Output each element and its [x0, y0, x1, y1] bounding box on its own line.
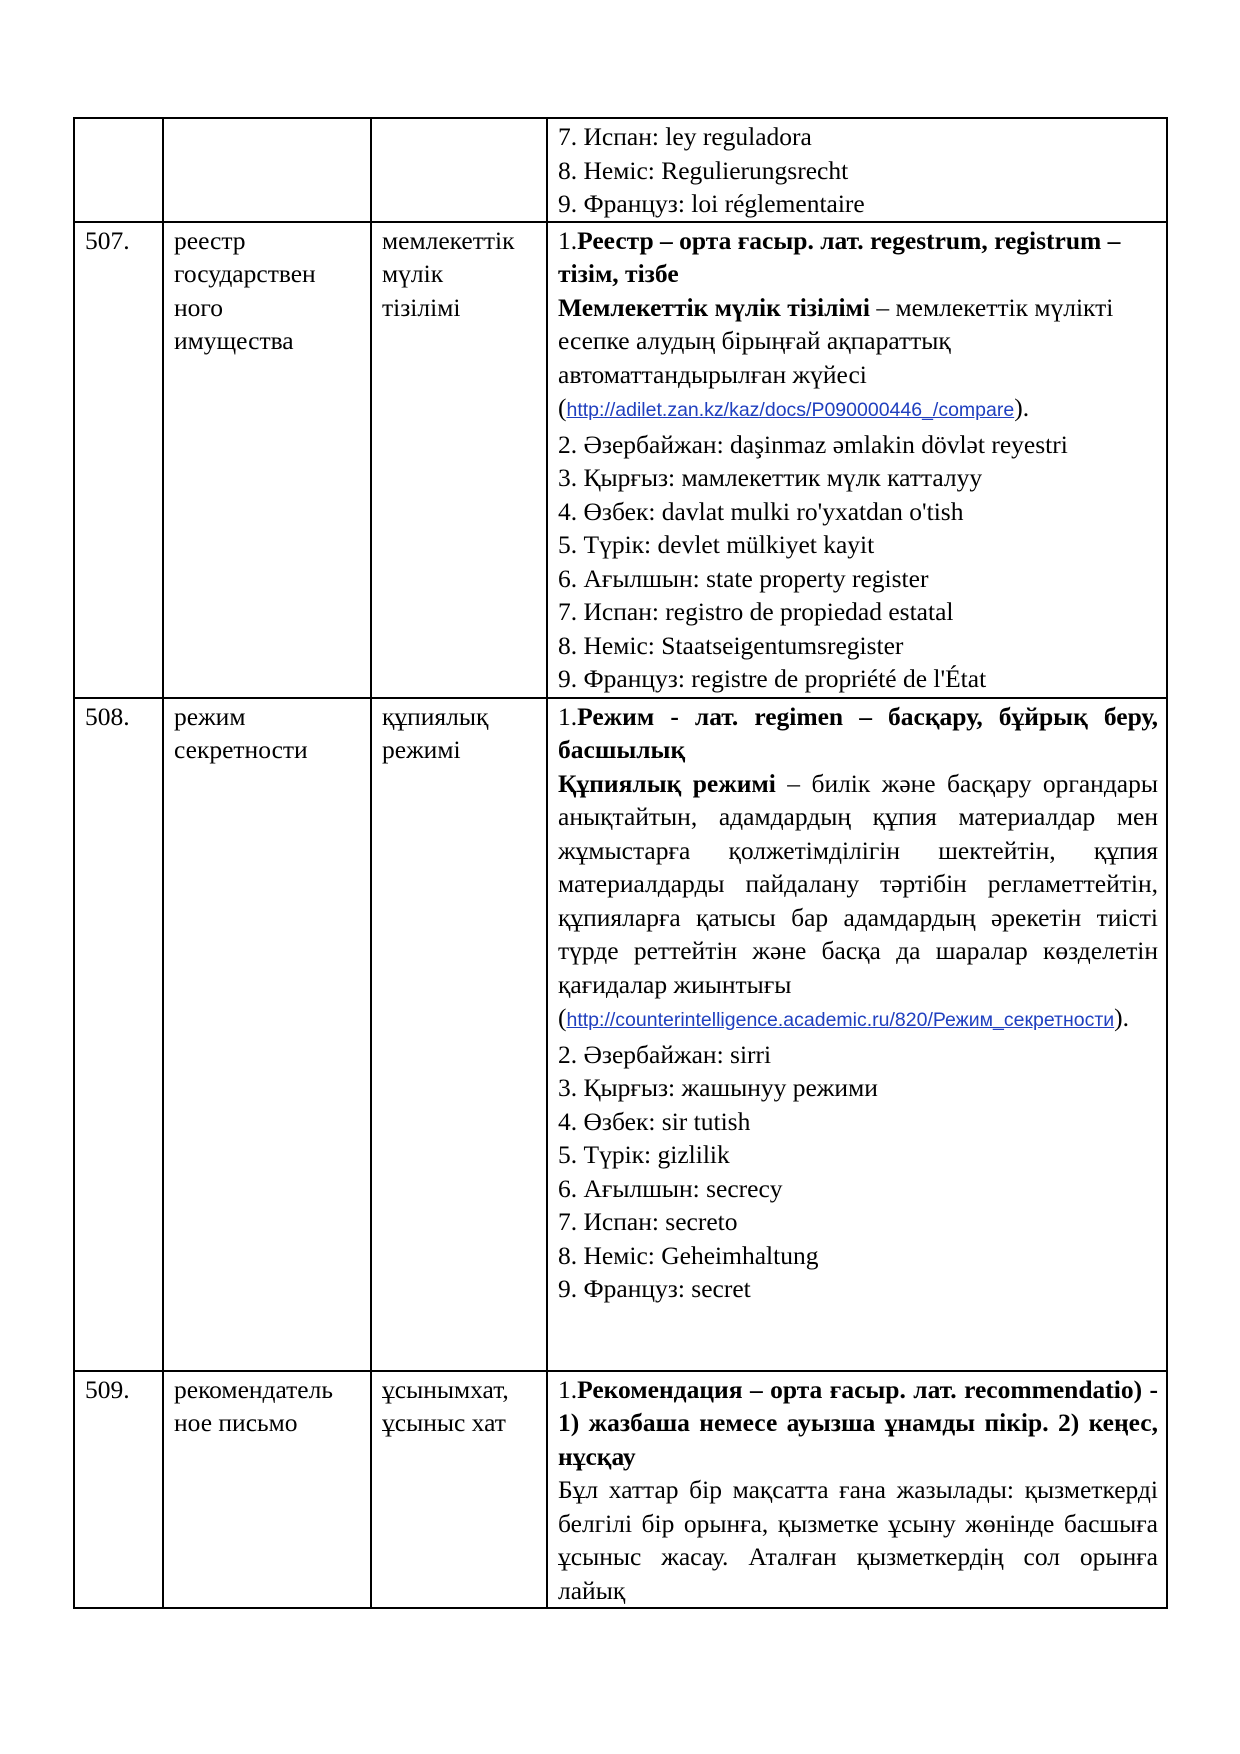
kazakh-term-cell	[371, 698, 547, 1371]
source-line: (http://adilet.zan.kz/kaz/docs/P090000446_/compare).	[558, 393, 1030, 422]
translation-line: 4. Өзбек: sir tutish	[558, 1106, 751, 1136]
table-row-508	[74, 698, 1167, 1371]
entry-number: 507.	[74, 222, 163, 698]
kazakh-term-line: режимі	[382, 735, 461, 764]
entry-number: 508.	[74, 698, 163, 1371]
russian-term-line: имущества	[174, 326, 294, 355]
source-link[interactable]: http://adilet.zan.kz/kaz/docs/P090000446_/compare	[566, 399, 1015, 421]
definition-cell	[547, 222, 1167, 698]
translation-line: 3. Қырғыз: жашынуу режими	[558, 1073, 878, 1102]
defined-term: Мемлекеттік мүлік тізілімі	[558, 292, 870, 322]
etymology-number: 1.	[558, 1374, 578, 1404]
etymology	[558, 1373, 1158, 1474]
russian-term-line: ное письмо	[174, 1408, 298, 1437]
translation-line: 7. Испан: registro de propiedad estatal	[558, 597, 954, 626]
source-line: (http://counterintelligence.academic.ru/820/Режим_секретности).	[558, 1003, 1130, 1032]
definition-text: – мемлекеттік мүлікті есепке алудың бірыңғай ақпараттық автоматтандырылған жүйесі	[558, 292, 1114, 389]
russian-term-line: рекомендатель	[174, 1374, 333, 1404]
glossary-table	[73, 117, 1168, 1609]
kazakh-term-cell	[371, 222, 547, 698]
translation-line: 6. Ағылшын: secrecy	[558, 1173, 783, 1203]
translation-line: 6. Ағылшын: state property register	[558, 563, 929, 593]
translation-line: 8. Неміс: Staatseigentumsregister	[558, 630, 904, 660]
translation-line: 9. Француз: registre de propriété de l'État	[558, 664, 987, 693]
entry-number-cell	[74, 118, 163, 222]
etymology-text: Рекомендация – орта ғасыр. лат. recommendatio) - 1) жазбаша немесе ауызша ұнамды пікір. 2) кеңес, нұсқау	[558, 1374, 1158, 1471]
kazakh-term-line: мүлік	[382, 259, 444, 288]
russian-term-line: реестр	[174, 225, 246, 255]
translation-line: 5. Түрік: gizlilik	[558, 1140, 730, 1169]
table-row-509	[74, 1371, 1167, 1609]
kazakh-term-line: ұсыныс хат	[382, 1408, 506, 1437]
definition-cell	[547, 698, 1167, 1371]
kazakh-term-line: мемлекеттік	[382, 225, 515, 255]
russian-term-line: ного	[174, 292, 223, 322]
russian-term-line: государствен	[174, 259, 316, 288]
translation-line: 7. Испан: secreto	[558, 1207, 738, 1236]
translation-line: 2. Әзербайжан: daşinmaz əmlakin dövlət reyestri	[558, 429, 1068, 459]
definition-text: – билік және басқару органдары анықтайтын, адамдардың құпия материалдар мен жұмыстарға қолжетімділігін шектейтін, құпия материалдарды пайдалану тәртібін регламеттейтін, құпияларға қатысы бар адамдардың әрекетін тиісті түрде реттейтін және басқа да шаралар көзделетін қағидалар жиынтығы	[558, 768, 1158, 999]
translation-line: 9. Француз: secret	[558, 1274, 751, 1303]
etymology-text: Реестр – орта ғасыр. лат. regestrum, registrum – тізім, тізбе	[558, 225, 1121, 288]
body-text: Бұл хаттар бір мақсатта ғана жазылады: қызметкерді белгілі бір орынға, қызметке ұсыну жөнінде басшыға ұсыныс жасау. Аталған қызметкердің сол орынға лайық	[558, 1475, 1158, 1605]
translation-line: 8. Неміс: Geheimhaltung	[558, 1240, 819, 1270]
source-link[interactable]: http://counterintelligence.academic.ru/820/Режим_секретности	[566, 1009, 1115, 1031]
definition-cell	[547, 1371, 1167, 1609]
kazakh-term-line: тізілімі	[382, 292, 461, 322]
russian-term-line: секретности	[174, 735, 308, 764]
definition	[558, 767, 1158, 1002]
russian-term-cell	[163, 118, 371, 222]
kazakh-term-line: ұсынымхат,	[382, 1374, 509, 1404]
russian-term-cell	[163, 698, 371, 1371]
translation-line: 2. Әзербайжан: sirri	[558, 1039, 772, 1069]
translation-line: 8. Неміс: Regulierungsrecht	[558, 155, 849, 185]
translation-line: 4. Өзбек: davlat mulki ro'yxatdan o'tish	[558, 496, 964, 526]
translation-line: 7. Испан: ley reguladora	[558, 122, 812, 151]
translation-line: 3. Қырғыз: мамлекеттик мүлк катталуу	[558, 463, 983, 492]
russian-term-cell	[163, 1371, 371, 1609]
translation-line: 5. Түрік: devlet mülkiyet kayit	[558, 530, 875, 559]
etymology	[558, 224, 1158, 291]
kazakh-term-line: құпиялық	[382, 701, 489, 731]
translation-line: 9. Француз: loi réglementaire	[558, 189, 865, 218]
table-row-carryover	[74, 118, 1167, 222]
defined-term: Құпиялық режимі	[558, 768, 776, 798]
etymology-number: 1.	[558, 701, 578, 731]
kazakh-term-cell	[371, 118, 547, 222]
definition	[558, 291, 1158, 392]
entry-number: 509.	[74, 1371, 163, 1609]
table-row-507	[74, 222, 1167, 698]
russian-term-cell	[163, 222, 371, 698]
kazakh-term-cell	[371, 1371, 547, 1609]
etymology-text: Режим - лат. regimen – басқару, бұйрық беру, басшылық	[558, 701, 1158, 764]
etymology	[558, 700, 1158, 767]
definition-cell	[547, 118, 1167, 222]
etymology-number: 1.	[558, 225, 578, 255]
russian-term-line: режим	[174, 701, 246, 731]
